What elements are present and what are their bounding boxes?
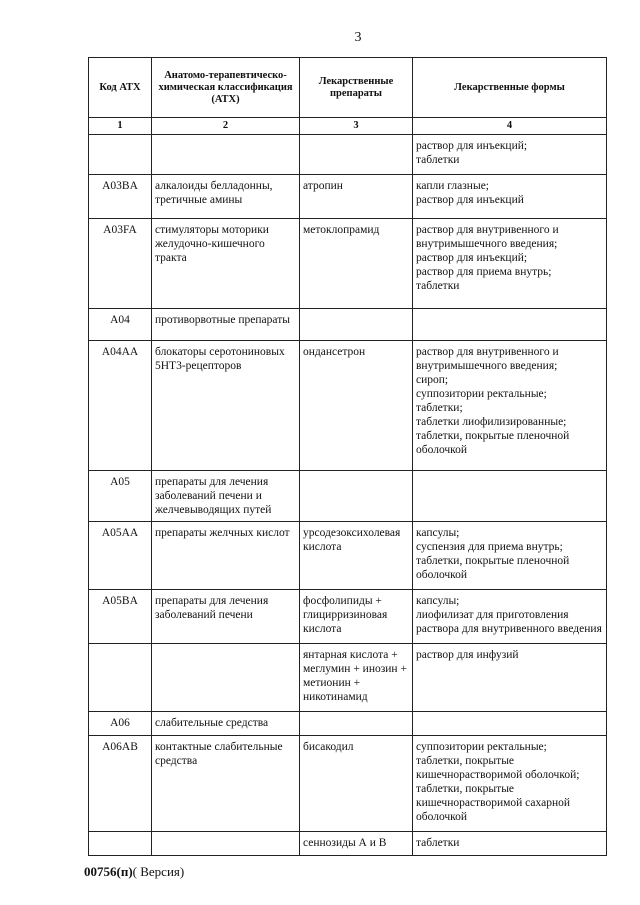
cell-forms: раствор для внутривенного и внутримышечного введения; раствор для инъекций; раствор для приема внутрь; таблетки: [413, 219, 607, 309]
cell-drug: атропин: [300, 175, 413, 219]
cell-code: [89, 644, 152, 712]
cell-classification: стимуляторы моторики желудочно-кишечного тракта: [152, 219, 300, 309]
cell-drug: фосфолипиды + глицирризиновая кислота: [300, 590, 413, 644]
header-drugs: Лекарственные препараты: [300, 58, 413, 118]
cell-drug: [300, 471, 413, 522]
header-number: 2: [152, 118, 300, 135]
cell-drug: урсодезоксихолевая кислота: [300, 522, 413, 590]
table-row: [89, 644, 607, 712]
cell-classification: [152, 832, 300, 856]
cell-drug: сеннозиды А и В: [300, 832, 413, 856]
table-row: [89, 712, 607, 736]
cell-drug: [300, 712, 413, 736]
cell-code: A04AA: [89, 341, 152, 471]
cell-forms: капли глазные; раствор для инъекций: [413, 175, 607, 219]
footer-version: ( Версия): [132, 864, 185, 879]
header-number: 1: [89, 118, 152, 135]
cell-code: [89, 135, 152, 175]
cell-forms: капсулы; лиофилизат для приготовления раствора для внутривенного введения: [413, 590, 607, 644]
cell-classification: [152, 135, 300, 175]
footer: [84, 864, 184, 880]
header-code: Код АТХ: [89, 58, 152, 118]
cell-forms: [413, 471, 607, 522]
cell-forms: раствор для инфузий: [413, 644, 607, 712]
atc-table: [88, 57, 607, 856]
table-row: [89, 832, 607, 856]
cell-code: A05: [89, 471, 152, 522]
cell-classification: препараты для лечения заболеваний печени: [152, 590, 300, 644]
header-forms: Лекарственные формы: [413, 58, 607, 118]
table-row: [89, 471, 607, 522]
table-row: [89, 341, 607, 471]
cell-code: A05BA: [89, 590, 152, 644]
cell-code: A03FA: [89, 219, 152, 309]
header-number: 3: [300, 118, 413, 135]
cell-forms: раствор для внутривенного и внутримышечного введения; сироп; суппозитории ректальные; таблетки; таблетки лиофилизированные; таблетки, покрытые пленочной оболочкой: [413, 341, 607, 471]
cell-classification: контактные слабительные средства: [152, 736, 300, 832]
page-number: 3: [354, 30, 362, 45]
cell-classification: противорвотные препараты: [152, 309, 300, 341]
cell-classification: слабительные средства: [152, 712, 300, 736]
table-row: [89, 736, 607, 832]
cell-forms: [413, 309, 607, 341]
table-row: [89, 309, 607, 341]
cell-classification: препараты для лечения заболеваний печени и желчевыводящих путей: [152, 471, 300, 522]
cell-forms: таблетки: [413, 832, 607, 856]
header-classification: Анатомо-терапевтическо-химическая классификация (АТХ): [152, 58, 300, 118]
header-number-row: [89, 118, 607, 135]
cell-drug: [300, 309, 413, 341]
cell-drug: янтарная кислота + меглумин + инозин + метионин + никотинамид: [300, 644, 413, 712]
header-row: [89, 58, 607, 118]
cell-code: A04: [89, 309, 152, 341]
cell-code: [89, 832, 152, 856]
cell-drug: бисакодил: [300, 736, 413, 832]
cell-classification: [152, 644, 300, 712]
cell-forms: капсулы; суспензия для приема внутрь; таблетки, покрытые пленочной оболочкой: [413, 522, 607, 590]
table-body: [89, 135, 607, 856]
header-number: 4: [413, 118, 607, 135]
cell-forms: [413, 712, 607, 736]
table-row: [89, 590, 607, 644]
cell-classification: алкалоиды белладонны, третичные амины: [152, 175, 300, 219]
cell-code: A06: [89, 712, 152, 736]
cell-drug: ондансетрон: [300, 341, 413, 471]
table-row: [89, 219, 607, 309]
cell-code: A05AA: [89, 522, 152, 590]
cell-classification: препараты желчных кислот: [152, 522, 300, 590]
cell-forms: суппозитории ректальные; таблетки, покрытые кишечнорастворимой оболочкой; таблетки, покрытые кишечнорастворимой сахарной оболочкой: [413, 736, 607, 832]
footer-code: 00756(п): [84, 864, 133, 879]
table-row: [89, 522, 607, 590]
cell-drug: [300, 135, 413, 175]
cell-code: A03BA: [89, 175, 152, 219]
cell-classification: блокаторы серотониновых 5HT3-рецепторов: [152, 341, 300, 471]
table-row: [89, 175, 607, 219]
cell-drug: метоклопрамид: [300, 219, 413, 309]
cell-code: A06AB: [89, 736, 152, 832]
table-row: [89, 135, 607, 175]
cell-forms: раствор для инъекций; таблетки: [413, 135, 607, 175]
